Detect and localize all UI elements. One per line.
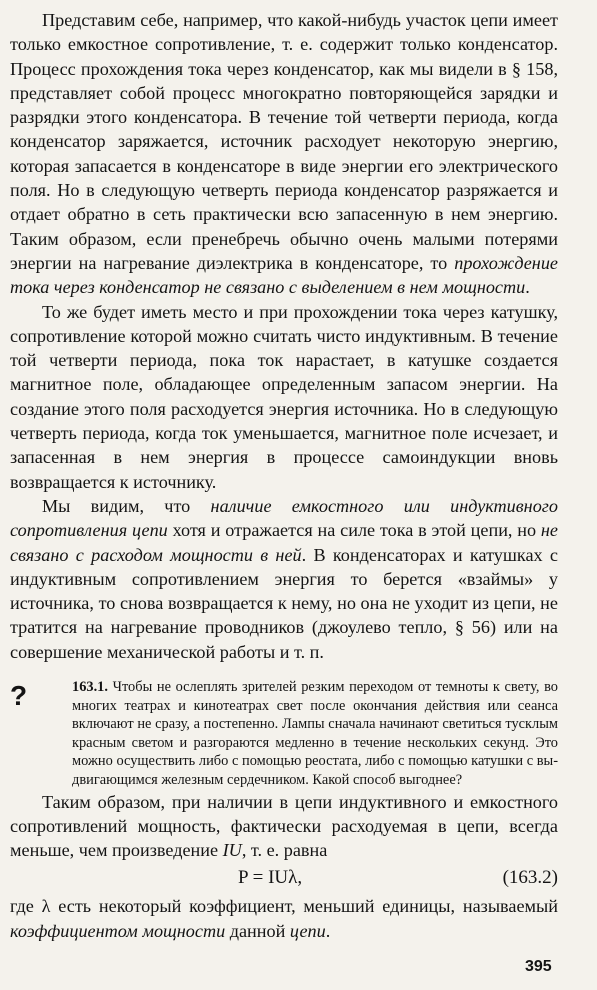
text-span: Мы видим, что — [42, 495, 211, 516]
question-mark-icon: ? — [10, 680, 28, 712]
formula-row — [10, 862, 558, 894]
formula-expression: P = IUλ, — [238, 867, 303, 889]
italic-symbol: IU — [222, 840, 242, 861]
text-span: , т. е. равна — [241, 840, 328, 861]
paragraph-capacitor — [10, 8, 558, 300]
text-span: где λ есть некоторый коэффициент, меньший единицы, называемый — [10, 896, 558, 917]
question-body: Чтобы не ослеплять зрителей резким переходом от темноты к свету, во многих театрах и кинотеатрах свет после окончания действия или сеанса включают не сразу, а постепенно. Лампы сначала начинают светиться тусклым красным светом и разгораются медленно в течение нескольких секунд. Это можно осуществить либо с помощью реостата, либо с помощью катушки с выдвигающимся железным сердечником. Какой способ выгоднее? — [72, 679, 558, 788]
paragraph-power-factor — [10, 894, 558, 943]
text-span: Представим себе, например, что какой-нибудь участок цепи имеет только емкостное сопротивление, т. е. содержит только конденсатор. Процесс прохождения тока через конденсатор, как мы видели в § 158, представляет собой процесс многократно повторяющейся зарядки и разрядки этого конденсатора. В течение той четверти периода, когда конденсатор заряжается, источник расходует некоторую энергию, которая запасается в конденсаторе в виде энергии его электрического поля. Но в следующую четверть периода конденсатор разряжается и отдает обратно в сеть практически всю запасенную в нем энергию. Таким образом, если пренебречь обычно очень малыми потерями энергии на нагревание диэлектрика в конденсаторе, то — [10, 10, 558, 273]
text-span: хотя и отражается на силе тока в этой цепи, но — [167, 520, 541, 541]
text-span: данной — [225, 920, 290, 941]
text-span: Таким образом, при наличии в цепи индуктивного и емкостного сопротивлений мощность, фактически расходуемая в цепи, всегда меньше, чем произведение — [10, 791, 558, 861]
formula-number: (163.2) — [502, 867, 558, 889]
text-span: . — [325, 920, 331, 941]
question-number: 163.1. — [72, 679, 108, 696]
paragraph-inductor: То же будет иметь место и при прохождении тока через катушку, сопротивление которой можно считать чисто индуктивным. В течение той четверти периода, пока ток нарастает, в катушке создается магнитное поле, обладающее определенным запасом энергии. На создание этого поля расходуется энергия источника. Но в следующую четверть периода, когда ток уменьшается, магнитное поле исчезает, и запасенная в нем энергия в процессе самоиндукции вновь возвращается к источнику. — [10, 301, 558, 492]
italic-emphasis: не связано с расходом мощности в ней — [10, 520, 559, 565]
text-span: . — [525, 277, 530, 298]
paragraph-conclusion — [10, 494, 558, 664]
italic-emphasis: наличие емкостного или индуктивного сопротивления цепи — [10, 495, 558, 541]
paragraph-power — [10, 790, 558, 863]
text-span: . В конденсаторах и катушках с индуктивным сопротивлением энергия то берется «взаймы» у источника, то снова возвращается к нему, но она не уходит из цепи, не тратится на нагревание проводников (джоулево тепло, § 56) или на совершение механической работы и т. п. — [10, 544, 558, 662]
page-number: 395 — [525, 958, 552, 975]
italic-term: коэффициентом мощности — [10, 920, 226, 941]
question-text — [72, 678, 558, 790]
page-body — [10, 8, 558, 943]
italic-emphasis: прохождение тока через конденсатор не связано с выделением в нем мощности — [10, 252, 558, 298]
italic-term: цепи — [289, 920, 326, 941]
question-block — [10, 678, 558, 790]
